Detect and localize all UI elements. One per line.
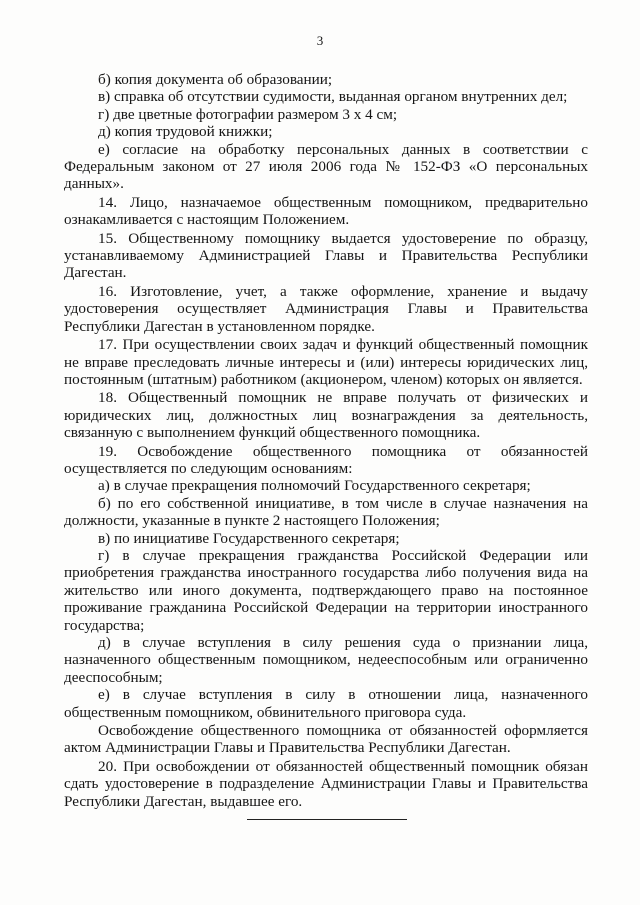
list-item-e: е) согласие на обработку персональных данных в соответствии с Федеральным законом от 27 июля 2006 года № 152-ФЗ «О персональных данных». xyxy=(64,140,588,193)
list-item-v: в) справка об отсутствии судимости, выданная органом внутренних дел; xyxy=(98,88,568,106)
clause-19-item-b: б) по его собственной инициативе, в том числе в случае назначения на должности, указанные в пункте 2 настоящего Положения; xyxy=(64,494,588,530)
list-item-g: г) две цветные фотографии размером 3 х 4 см; xyxy=(98,105,398,123)
clause-15: 15. Общественному помощнику выдается удостоверение по образцу, устанавливаемому Администрацией Главы и Правительства Республики Дагестан. xyxy=(64,229,588,282)
end-divider xyxy=(247,819,407,820)
clause-19-item-e: е) в случае вступления в силу в отношении лица, назначенного общественным помощником, обвинительного приговора суда. xyxy=(64,686,588,721)
clause-18: 18. Общественный помощник не вправе получать от физических и юридических лиц, должностных лиц вознаграждения за деятельность, связанную с выполнением функций общественного помощника. xyxy=(64,389,588,442)
document-body xyxy=(64,71,588,810)
clause-19-item-v: в) по инициативе Государственного секретаря; xyxy=(98,529,400,547)
clause-19: 19. Освобождение общественного помощника от обязанностей осуществляется по следующим основаниям: xyxy=(64,442,588,477)
list-item-b: б) копия документа об образовании; xyxy=(98,71,333,88)
clause-19-item-g: г) в случае прекращения гражданства Российской Федерации или приобретения гражданства иностранного государства либо получения вида на жительство или иного документа, подтверждающего право на постоянное проживание гражданина Российской Федерации на территории иностранного государства; xyxy=(64,546,588,634)
clause-14: 14. Лицо, назначаемое общественным помощником, предварительно ознакамливается с настоящим Положением. xyxy=(64,193,588,229)
list-item-d: д) копия трудовой книжки; xyxy=(98,123,273,141)
clause-19-note: Освобождение общественного помощника от обязанностей оформляется актом Администрации Главы и Правительства Республики Дагестан. xyxy=(64,722,588,757)
clause-17: 17. При осуществлении своих задач и функций общественный помощник не вправе преследовать личные интересы и (или) интересы юридических лиц, постоянным (штатным) работником (акционером, членом) которых он является. xyxy=(64,336,588,388)
clause-20: 20. При освобождении от обязанностей общественный помощник обязан сдать удостоверение в подразделение Администрации Главы и Правительства Республики Дагестан, выдавшее его. xyxy=(64,757,588,810)
page-number: 3 xyxy=(316,33,324,48)
clause-19-item-a: а) в случае прекращения полномочий Государственного секретаря; xyxy=(98,477,531,495)
clause-16: 16. Изготовление, учет, а также оформление, хранение и выдачу удостоверения осуществляет Администрация Главы и Правительства Республики Дагестан в установленном порядке. xyxy=(64,282,588,335)
clause-19-item-d: д) в случае вступления в силу решения суда о признании лица, назначенного общественным помощником, недееспособным или ограниченно дееспособным; xyxy=(64,634,588,686)
